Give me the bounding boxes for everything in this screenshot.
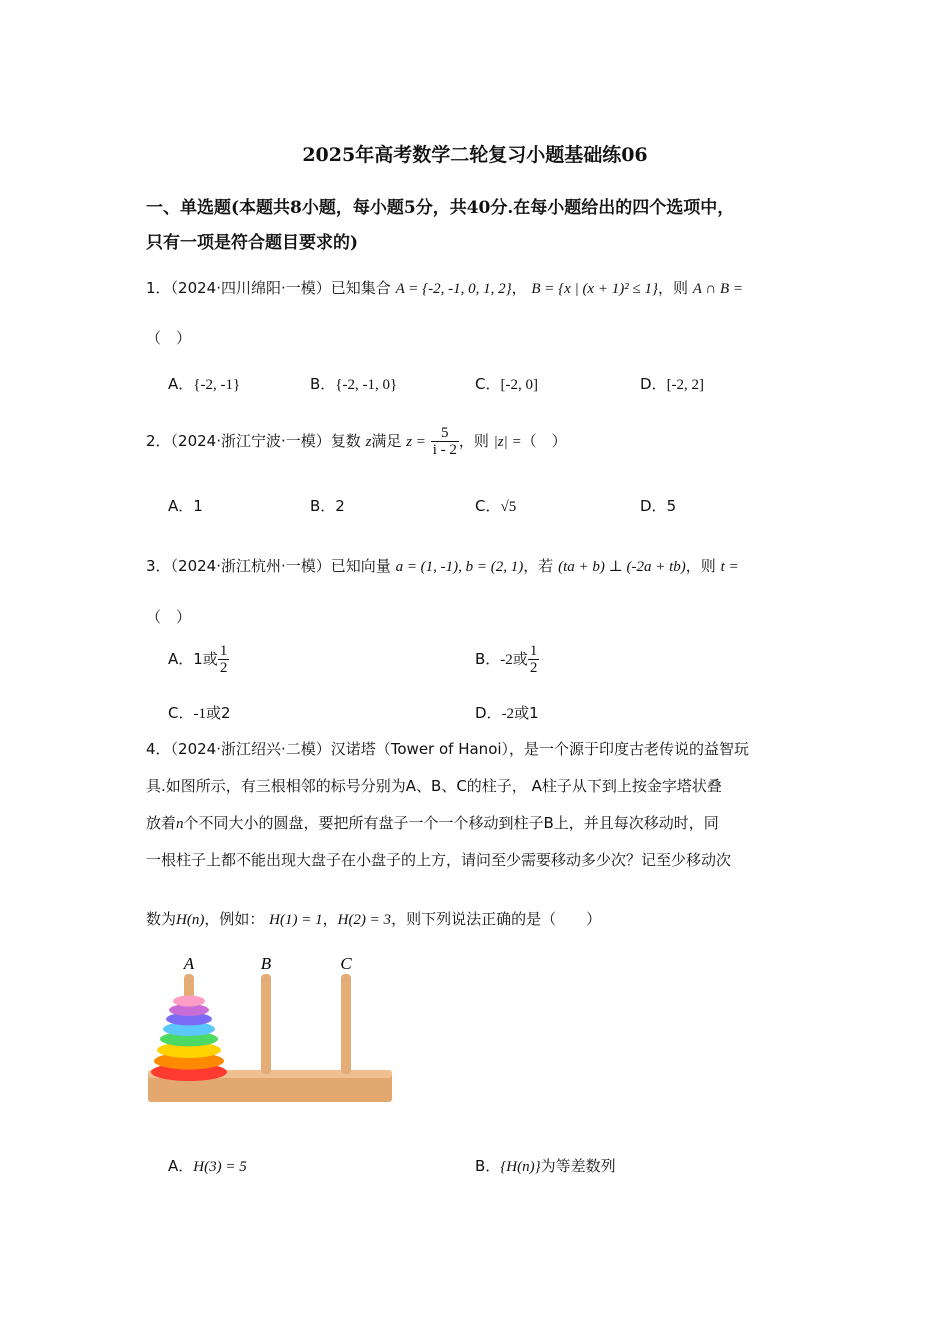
fraction — [431, 425, 459, 458]
question-source: （2024·四川绵阳·一模） — [170, 279, 331, 297]
q1-option-d[interactable] — [640, 373, 704, 394]
question-3-stem — [146, 555, 739, 576]
fraction-numerator: 1 — [529, 643, 538, 659]
fraction — [528, 643, 540, 676]
q2-option-c[interactable] — [475, 495, 516, 516]
question-text: ，例如： — [204, 910, 265, 928]
peg-label-a: A — [183, 954, 195, 973]
option-value: 1 — [193, 497, 203, 515]
question-4-line2: 具.如图所示，有三根相邻的标号分别为A、B、C的柱子， A柱子从下到上按金字塔状叠 — [146, 777, 722, 795]
fraction-numerator: 1 — [219, 643, 228, 659]
question-text: 汉诺塔（Tower of Hanoi），是一个源于印度古老传说的益智玩 — [330, 740, 750, 758]
answer-paren: （ ） — [146, 329, 192, 347]
question-text: 个不同大小的圆盘，要把所有盘子一个一个移动到柱子B上，并且每次移动时，同 — [183, 814, 719, 832]
option-value: {-2, -1} — [193, 377, 241, 393]
q1-option-c[interactable] — [475, 373, 538, 394]
question-4-line3 — [146, 812, 719, 833]
answer-paren: （ ） — [521, 432, 567, 450]
option-label: A． — [168, 497, 194, 515]
comma: ， — [322, 910, 338, 928]
option-value: 5 — [666, 497, 677, 515]
option-value: 1或 — [193, 650, 218, 668]
q4-option-b[interactable] — [475, 1155, 616, 1176]
question-text: 放着 — [146, 814, 177, 832]
q2-option-a[interactable] — [168, 495, 203, 516]
section-header-line1: 一、单选题(本题共8小题，每小题5分，共40分.在每小题给出的四个选项中， — [146, 198, 735, 218]
question-1-stem — [146, 277, 743, 298]
option-value: {H(n)} — [500, 1159, 541, 1175]
option-label: D． — [475, 704, 502, 722]
question-text: ，若 — [523, 557, 554, 575]
q4-option-a[interactable] — [168, 1155, 247, 1176]
variable-z: z — [365, 434, 372, 450]
set-a-expression: A = {-2, -1, 0, 1, 2} — [395, 281, 512, 297]
option-label: D． — [640, 497, 667, 515]
modulus-expression: |z| = — [493, 434, 522, 450]
option-value: [-2, 2] — [666, 377, 705, 393]
page-title: 2025年高考数学二轮复习小题基础练06 — [302, 144, 648, 166]
variable-t: t = — [720, 559, 739, 575]
q3-option-d[interactable] — [475, 702, 539, 723]
q3-option-c[interactable] — [168, 702, 231, 723]
option-value: 或2 — [205, 704, 231, 722]
option-label: B． — [310, 375, 336, 393]
comma: ， — [511, 279, 527, 297]
example-h2: H(2) = 3 — [337, 912, 392, 928]
question-source: （2024·浙江宁波·一模） — [170, 432, 331, 450]
answer-paren: （ ） — [146, 608, 192, 626]
question-2-stem — [146, 425, 567, 458]
option-value: -1 — [193, 706, 206, 722]
option-value: -2 — [500, 652, 513, 668]
option-value: √5 — [500, 499, 517, 515]
option-value: 2 — [335, 497, 345, 515]
option-value: -2 — [501, 706, 515, 722]
equation-lhs: z = — [406, 434, 426, 450]
question-number: 1． — [146, 279, 171, 297]
perpendicular-condition: (ta + b) ⊥ (-2a + tb) — [558, 559, 686, 575]
option-value: [-2, 0] — [500, 377, 538, 393]
question-text: 复数 — [330, 432, 361, 450]
example-h1: H(1) = 1 — [269, 912, 323, 928]
q3-option-b[interactable] — [475, 643, 539, 676]
variable-n: n — [176, 816, 184, 832]
question-text: ，则 — [657, 279, 688, 297]
question-4-line1 — [146, 738, 749, 759]
section-header-line2: 只有一项是符合题目要求的) — [146, 233, 359, 253]
option-connector: 或 — [512, 650, 528, 668]
question-text: 已知集合 — [330, 279, 391, 297]
option-label: B． — [475, 650, 501, 668]
q1-option-a[interactable] — [168, 373, 240, 394]
q3-option-a[interactable] — [168, 643, 229, 676]
question-text: 满足 — [371, 432, 402, 450]
option-label: C． — [475, 497, 501, 515]
tower-of-hanoi-figure — [140, 950, 400, 1110]
question-text: ，则下列说法正确的是（ ） — [391, 910, 602, 928]
q2-option-d[interactable] — [640, 495, 676, 516]
fraction-denominator: 2 — [219, 660, 228, 676]
question-number: 2． — [146, 432, 171, 450]
option-value: H(3) = 5 — [193, 1159, 247, 1175]
option-label: B． — [475, 1157, 501, 1175]
option-label: C． — [168, 704, 194, 722]
set-b-expression: B = {x | (x + 1)² ≤ 1} — [531, 281, 658, 297]
q1-option-b[interactable] — [310, 373, 397, 394]
question-text: 已知向量 — [330, 557, 391, 575]
peg-b — [261, 974, 271, 1074]
question-source: （2024·浙江绍兴·二模） — [170, 740, 331, 758]
question-number: 4． — [146, 740, 171, 758]
q2-option-b[interactable] — [310, 495, 345, 516]
option-value: {-2, -1, 0} — [335, 377, 398, 393]
peg-label-b: B — [260, 954, 272, 973]
fraction — [218, 643, 230, 676]
option-label: A． — [168, 1157, 194, 1175]
vector-expression: a = (1, -1), b = (2, 1) — [395, 559, 524, 575]
option-value: 或1 — [514, 704, 539, 722]
fraction-denominator: i - 2 — [432, 442, 457, 458]
option-label: A． — [168, 375, 194, 393]
question-number: 3． — [146, 557, 171, 575]
fraction-denominator: 2 — [529, 660, 538, 676]
question-4-line5 — [146, 908, 601, 929]
option-label: D． — [640, 375, 667, 393]
question-4-line4: 一根柱子上都不能出现大盘子在小盘子的上方，请问至少需要移动多少次？记至少移动次 — [146, 851, 732, 869]
question-text: ，则 — [685, 557, 716, 575]
function-h: H(n) — [176, 912, 205, 928]
option-value: 为等差数列 — [540, 1157, 616, 1175]
peg-label-c: C — [340, 954, 352, 973]
option-label: B． — [310, 497, 336, 515]
ring-pink — [173, 996, 205, 1007]
intersection-expression: A ∩ B = — [692, 281, 743, 297]
option-label: A． — [168, 650, 194, 668]
question-source: （2024·浙江杭州·一模） — [170, 557, 331, 575]
option-label: C． — [475, 375, 501, 393]
peg-c — [341, 974, 351, 1074]
question-text: 数为 — [146, 910, 177, 928]
fraction-numerator: 5 — [431, 425, 459, 442]
question-text: ，则 — [458, 432, 489, 450]
